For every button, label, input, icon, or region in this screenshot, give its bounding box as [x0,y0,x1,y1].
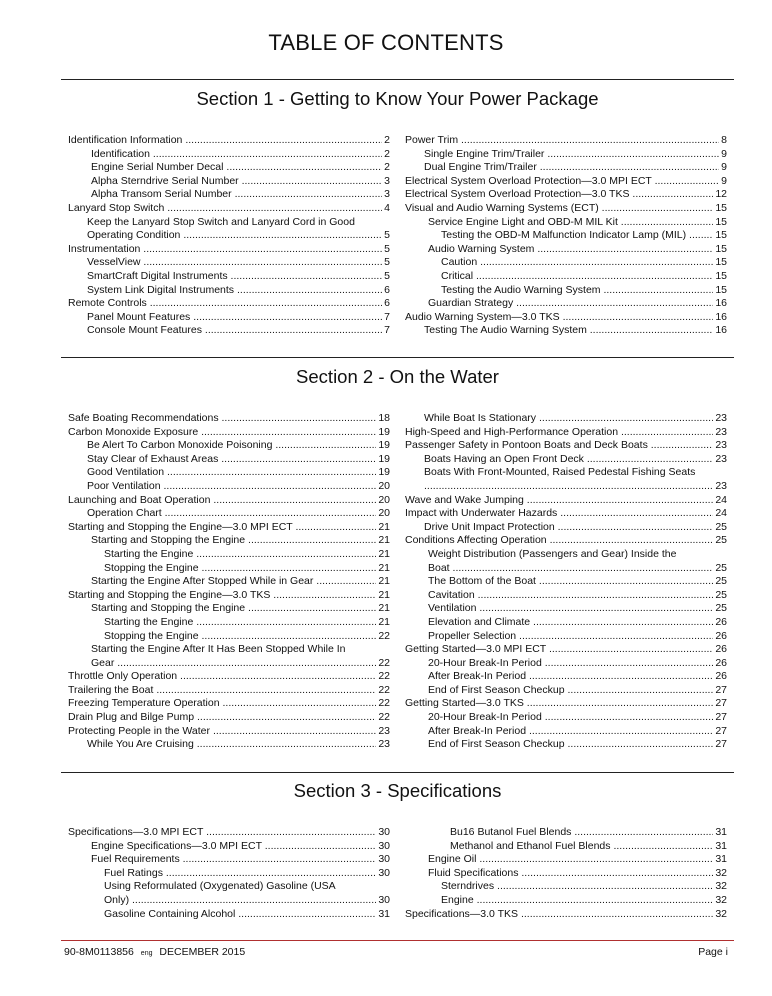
toc-entry-label: VesselView ..... [87,256,390,270]
toc-entry-label: End of First Season Checkup ..... [428,738,727,752]
toc-page-number: 26 [715,629,727,642]
toc-page-number: 23 [715,425,727,438]
toc-entry[interactable] [405,602,727,616]
toc-entry[interactable] [405,589,727,603]
toc-page-number: 27 [715,711,727,724]
toc-page-number: 31 [715,826,727,838]
toc-page-number: 27 [715,683,727,696]
toc-entry-label: While You Are Cruising ..... [87,738,390,752]
doc-number: 90-8M0113856 [64,946,134,958]
toc-entry[interactable] [405,643,727,657]
toc-entry-label: Testing the Audio Warning System ..... [441,284,727,298]
toc-entry[interactable] [405,575,727,589]
toc-entry[interactable] [405,439,727,453]
toc-entry-label: Single Engine Trim/Trailer ..... [424,148,727,162]
toc-entry[interactable] [405,894,727,908]
toc-entry[interactable] [405,880,727,894]
toc-entry[interactable] [405,297,727,311]
toc-page-number: 23 [715,439,727,452]
toc-page-number: 21 [378,547,390,560]
toc-entry-label-continued: Gear ..... [91,657,390,671]
toc-entry[interactable] [405,684,727,698]
toc-entry-label: Power Trim ..... [405,134,727,148]
toc-entry[interactable] [68,270,390,284]
toc-entry-label: Starting the Engine ..... [104,548,390,562]
toc-page-number: 31 [715,839,727,852]
toc-entry-label: Guardian Strategy ..... [428,297,727,311]
language-code: eng [140,950,153,957]
toc-page-number: 22 [378,629,390,642]
toc-page-number: 16 [715,297,727,310]
toc-entry[interactable] [68,324,390,338]
section-2-left-column [68,412,390,752]
toc-entry[interactable] [405,202,727,216]
toc-entry[interactable] [68,562,390,576]
toc-page-number: 5 [384,229,390,242]
toc-entry-label: Cavitation ..... [428,589,727,603]
toc-page-number: 15 [715,201,727,214]
toc-page-number: 6 [384,297,390,310]
toc-page-number: 15 [715,256,727,269]
toc-entry-label: Specifications—3.0 TKS ..... [405,908,727,922]
toc-entry-label: Impact with Underwater Hazards ..... [405,507,727,521]
toc-entry[interactable] [405,426,727,440]
footer-rule [61,940,734,941]
toc-entry-label: Identification Information ..... [68,134,390,148]
toc-entry-label: Electrical System Overload Protection—3.0 MPI ECT ..... [405,175,727,189]
toc-entry-label: Starting and Stopping the Engine—3.0 MPI ECT ..... [68,521,390,535]
toc-page-number: 26 [715,670,727,683]
toc-entry-label: Protecting People in the Water ..... [68,725,390,739]
toc-entry[interactable] [405,270,727,284]
toc-entry[interactable] [405,725,727,739]
toc-entry-label: Propeller Selection ..... [428,630,727,644]
toc-entry-label: Boats With Front-Mounted, Raised Pedestal Fishing Seats [424,466,696,479]
page-title: TABLE OF CONTENTS [268,30,504,55]
toc-entry[interactable] [405,466,727,493]
toc-page-number: 5 [384,256,390,269]
toc-entry-label: Using Reformulated (Oxygenated) Gasoline (USA [104,880,336,893]
toc-entry[interactable] [405,711,727,725]
section-1-title: Section 1 - Getting to Know Your Power Package [196,88,599,109]
toc-entry[interactable] [405,507,727,521]
toc-page-number: 22 [378,670,390,683]
section-divider [61,79,734,80]
toc-page-number: 23 [715,452,727,465]
toc-entry[interactable] [405,188,727,202]
toc-page-number: 25 [715,534,727,547]
toc-entry[interactable] [68,880,390,907]
toc-entry[interactable] [405,134,727,148]
toc-entry-label: Electrical System Overload Protection—3.0 TKS ..... [405,188,727,202]
toc-entry[interactable] [68,684,390,698]
section-divider [61,357,734,358]
toc-entry-label: Getting Started—3.0 TKS ..... [405,697,727,711]
toc-page-number: 21 [378,534,390,547]
toc-entry-label: Stay Clear of Exhaust Areas ..... [87,453,390,467]
toc-entry-label: Passenger Safety in Pontoon Boats and Deck Boats ..... [405,439,727,453]
toc-entry[interactable] [68,548,390,562]
toc-entry-label: Panel Mount Features ..... [87,311,390,325]
toc-entry-label: Starting the Engine ..... [104,616,390,630]
toc-entry[interactable] [405,630,727,644]
toc-entry-label: Fuel Requirements ..... [91,853,390,867]
toc-entry-label: Gasoline Containing Alcohol ..... [104,908,390,922]
toc-page-number: 23 [715,412,727,424]
toc-page-number: 30 [378,826,390,838]
toc-entry[interactable] [68,697,390,711]
toc-entry[interactable] [68,243,390,257]
toc-entry-label: Trailering the Boat ..... [68,684,390,698]
toc-entry-label: Alpha Transom Serial Number ..... [91,188,390,202]
toc-page-number: 25 [715,575,727,588]
toc-page-number: 31 [715,853,727,866]
toc-entry-label: Starting and Stopping the Engine ..... [91,602,390,616]
toc-entry[interactable] [68,853,390,867]
toc-entry-label: Safe Boating Recommendations ..... [68,412,390,426]
toc-entry-label: Engine Specifications—3.0 MPI ECT ..... [91,840,390,854]
toc-page-number: 25 [715,588,727,601]
toc-entry[interactable] [68,507,390,521]
toc-page-number: 22 [378,697,390,710]
toc-page-number: 16 [715,324,727,337]
toc-page-number: 25 [715,602,727,615]
toc-page-number: 25 [715,520,727,533]
toc-entry-label: Fluid Specifications ..... [428,867,727,881]
toc-page-number: 9 [721,174,727,187]
toc-entry-label: Starting the Engine After It Has Been Stopped While In [91,643,346,656]
toc-entry[interactable] [405,548,727,575]
toc-page-number: 21 [378,615,390,628]
toc-entry-label: Dual Engine Trim/Trailer ..... [424,161,727,175]
toc-entry-label: Drive Unit Impact Protection ..... [424,521,727,535]
toc-entry[interactable] [405,311,727,325]
toc-entry[interactable] [405,697,727,711]
toc-entry[interactable] [405,324,727,338]
toc-page-number: 26 [715,656,727,669]
toc-entry-label: The Bottom of the Boat ..... [428,575,727,589]
toc-entry-label: Be Alert To Carbon Monoxide Poisoning ..... [87,439,390,453]
toc-entry[interactable] [68,725,390,739]
toc-entry[interactable] [405,826,727,840]
toc-entry-label: Critical ..... [441,270,727,284]
toc-page-number: 30 [378,866,390,879]
toc-entry-label: Throttle Only Operation ..... [68,670,390,684]
toc-page-number: 22 [378,656,390,669]
toc-entry[interactable] [405,175,727,189]
toc-page-number: 22 [378,683,390,696]
toc-entry[interactable] [405,853,727,867]
section-3-title: Section 3 - Specifications [293,780,502,801]
toc-page-number: 2 [384,161,390,174]
toc-page-number: 24 [715,493,727,506]
toc-entry[interactable] [68,738,390,752]
toc-page-number: 2 [384,147,390,160]
toc-entry-label: Starting and Stopping the Engine—3.0 TKS ..... [68,589,390,603]
toc-entry-label: Visual and Audio Warning Systems (ECT) ..... [405,202,727,216]
toc-entry-label: Elevation and Climate ..... [428,616,727,630]
toc-page-number: 15 [715,269,727,282]
toc-page-number: 19 [378,425,390,438]
toc-entry[interactable] [68,453,390,467]
toc-page-number: 20 [378,507,390,520]
toc-page-number: 31 [378,907,390,920]
toc-entry[interactable] [405,216,727,230]
section-divider [61,772,734,773]
toc-page-number: 23 [715,479,727,492]
section-2-right-column [405,412,727,752]
toc-page-number: 6 [384,283,390,296]
toc-page-number: 4 [384,201,390,214]
toc-entry-label: Engine ..... [441,894,727,908]
toc-page-number: 26 [715,615,727,628]
toc-page-number: 19 [378,466,390,479]
toc-entry[interactable] [68,521,390,535]
toc-page-number: 21 [378,575,390,588]
toc-entry-label: Testing The Audio Warning System ..... [424,324,727,338]
toc-entry[interactable] [68,188,390,202]
toc-entry[interactable] [68,616,390,630]
toc-entry[interactable] [68,711,390,725]
toc-entry-label: Audio Warning System—3.0 TKS ..... [405,311,727,325]
toc-entry[interactable] [68,439,390,453]
section-2-title: Section 2 - On the Water [296,366,499,387]
toc-entry-label: Keep the Lanyard Stop Switch and Lanyard Cord in Good [87,215,355,228]
page-number: Page i [698,946,728,958]
toc-page-number: 22 [378,711,390,724]
toc-entry-label: Lanyard Stop Switch ..... [68,202,390,216]
toc-entry-label: Engine Oil ..... [428,853,727,867]
section-3-right-column [405,826,727,921]
toc-page-number: 15 [715,215,727,228]
toc-page-number: 21 [378,561,390,574]
toc-entry[interactable] [68,284,390,298]
toc-page-number: 24 [715,507,727,520]
toc-entry[interactable] [405,256,727,270]
toc-page-number: 5 [384,269,390,282]
toc-entry-label-continued: Operating Condition ..... [87,229,390,243]
toc-page-number: 30 [378,853,390,866]
toc-entry-label: End of First Season Checkup ..... [428,684,727,698]
toc-entry[interactable] [405,521,727,535]
toc-page-number: 9 [721,161,727,174]
toc-entry[interactable] [405,229,727,243]
toc-entry[interactable] [405,738,727,752]
toc-entry-label: SmartCraft Digital Instruments ..... [87,270,390,284]
toc-page-number: 20 [378,479,390,492]
toc-entry[interactable] [405,616,727,630]
toc-entry-label: While Boat Is Stationary ..... [424,412,727,426]
toc-page-number: 26 [715,643,727,656]
toc-entry-label: After Break-In Period ..... [428,670,727,684]
toc-entry-label: Starting the Engine After Stopped While in Gear ..... [91,575,390,589]
toc-entry[interactable] [405,534,727,548]
toc-entry[interactable] [405,867,727,881]
toc-entry[interactable] [68,602,390,616]
toc-entry-label: Remote Controls ..... [68,297,390,311]
toc-page-number: 21 [378,520,390,533]
toc-entry-label: Methanol and Ethanol Fuel Blends ..... [450,840,727,854]
toc-entry[interactable] [68,589,390,603]
toc-entry[interactable] [68,297,390,311]
toc-page-number: 15 [715,229,727,242]
toc-entry[interactable] [405,657,727,671]
toc-entry-label: Engine Serial Number Decal ..... [91,161,390,175]
toc-page-number: 32 [715,907,727,920]
toc-entry[interactable] [405,412,727,426]
toc-entry-label: 20-Hour Break-In Period ..... [428,657,727,671]
toc-entry-label: Fuel Ratings ..... [104,867,390,881]
toc-page-number: 19 [378,439,390,452]
toc-entry-label-continued: Boat ..... [428,562,727,576]
toc-page-number: 7 [384,310,390,323]
toc-entry-label: Freezing Temperature Operation ..... [68,697,390,711]
toc-page-number: 30 [378,893,390,906]
section-1-left-column [68,134,390,338]
toc-entry[interactable] [68,175,390,189]
toc-page-number: 25 [715,561,727,574]
toc-entry[interactable] [68,630,390,644]
toc-page-number: 15 [715,283,727,296]
toc-entry[interactable] [405,670,727,684]
toc-entry-label-continued [424,480,727,494]
toc-entry-label: Stopping the Engine ..... [104,630,390,644]
toc-page-number: 23 [378,724,390,737]
toc-page-number: 21 [378,588,390,601]
toc-page-number: 7 [384,324,390,337]
toc-entry[interactable] [405,284,727,298]
toc-entry-label: Carbon Monoxide Exposure ..... [68,426,390,440]
toc-entry-label: Stopping the Engine ..... [104,562,390,576]
toc-entry[interactable] [405,453,727,467]
toc-entry[interactable] [68,426,390,440]
toc-entry-label: Poor Ventilation ..... [87,480,390,494]
toc-entry[interactable] [68,148,390,162]
toc-entry[interactable] [68,161,390,175]
toc-entry[interactable] [68,908,390,922]
toc-entry[interactable] [68,256,390,270]
toc-page-number: 27 [715,697,727,710]
toc-entry-label-continued: Only) ..... [104,894,390,908]
toc-entry-label: Caution ..... [441,256,727,270]
toc-entry[interactable] [405,161,727,175]
toc-entry-label: Drain Plug and Bilge Pump ..... [68,711,390,725]
toc-entry[interactable] [405,243,727,257]
toc-page-number: 18 [378,412,390,424]
toc-entry[interactable] [405,148,727,162]
toc-entry[interactable] [68,575,390,589]
toc-entry-label: Good Ventilation ..... [87,466,390,480]
toc-entry-label: Weight Distribution (Passengers and Gear) Inside the [428,547,677,560]
toc-entry-label: System Link Digital Instruments ..... [87,284,390,298]
toc-entry[interactable] [68,466,390,480]
toc-entry-label: Alpha Sterndrive Serial Number ..... [91,175,390,189]
toc-page-number: 3 [384,174,390,187]
toc-entry[interactable] [68,534,390,548]
section-3-left-column [68,826,390,921]
toc-entry-label: Conditions Affecting Operation ..... [405,534,727,548]
toc-entry[interactable] [68,412,390,426]
toc-entry-label: Ventilation ..... [428,602,727,616]
toc-entry[interactable] [68,202,390,216]
toc-entry-label: Testing the OBD-M Malfunction Indicator Lamp (MIL) ..... [441,229,727,243]
section-1-right-column [405,134,727,338]
toc-entry[interactable] [68,643,390,670]
toc-entry-label: High-Speed and High-Performance Operation ..... [405,426,727,440]
toc-page-number: 12 [715,188,727,201]
toc-page-number: 27 [715,738,727,751]
toc-page-number: 21 [378,602,390,615]
toc-entry[interactable] [68,311,390,325]
toc-page-number: 8 [721,134,727,146]
toc-entry-label: Starting and Stopping the Engine ..... [91,534,390,548]
toc-entry-label: Instrumentation ..... [68,243,390,257]
toc-entry[interactable] [68,867,390,881]
toc-page-number: 15 [715,242,727,255]
toc-page-number: 3 [384,188,390,201]
toc-page-number: 9 [721,147,727,160]
toc-entry-label: Getting Started—3.0 MPI ECT ..... [405,643,727,657]
toc-entry-label: Audio Warning System ..... [428,243,727,257]
toc-entry-label: Console Mount Features ..... [87,324,390,338]
toc-entry-label: Specifications—3.0 MPI ECT ..... [68,826,390,840]
toc-page-number: 5 [384,242,390,255]
toc-entry-label: 20-Hour Break-In Period ..... [428,711,727,725]
toc-entry-label: Identification ..... [91,148,390,162]
toc-entry-label: Sterndrives ..... [441,880,727,894]
footer-doc-info [64,946,245,958]
toc-page-number: 32 [715,880,727,893]
doc-date: DECEMBER 2015 [159,946,246,958]
toc-entry[interactable] [68,826,390,840]
toc-entry[interactable] [405,840,727,854]
toc-entry[interactable] [405,908,727,922]
toc-entry[interactable] [405,494,727,508]
toc-page-number: 23 [378,738,390,751]
toc-entry[interactable] [68,670,390,684]
toc-entry-label: Bu16 Butanol Fuel Blends ..... [450,826,727,840]
toc-page-number: 16 [715,310,727,323]
toc-page-number: 2 [384,134,390,146]
toc-entry[interactable] [68,840,390,854]
toc-entry-label: Service Engine Light and OBD-M MIL Kit ..... [428,216,727,230]
toc-entry-label: Boats Having an Open Front Deck ..... [424,453,727,467]
toc-page-number: 19 [378,452,390,465]
toc-entry[interactable] [68,216,390,243]
toc-page-number: 30 [378,839,390,852]
toc-entry[interactable] [68,480,390,494]
toc-page-number: 32 [715,893,727,906]
toc-entry-label: Operation Chart ..... [87,507,390,521]
toc-page-number: 20 [378,493,390,506]
toc-entry[interactable] [68,134,390,148]
toc-entry[interactable] [68,494,390,508]
toc-entry-label: Launching and Boat Operation ..... [68,494,390,508]
toc-page-number: 32 [715,866,727,879]
toc-page-number: 27 [715,724,727,737]
toc-entry-label: Wave and Wake Jumping ..... [405,494,727,508]
toc-entry-label: After Break-In Period ..... [428,725,727,739]
